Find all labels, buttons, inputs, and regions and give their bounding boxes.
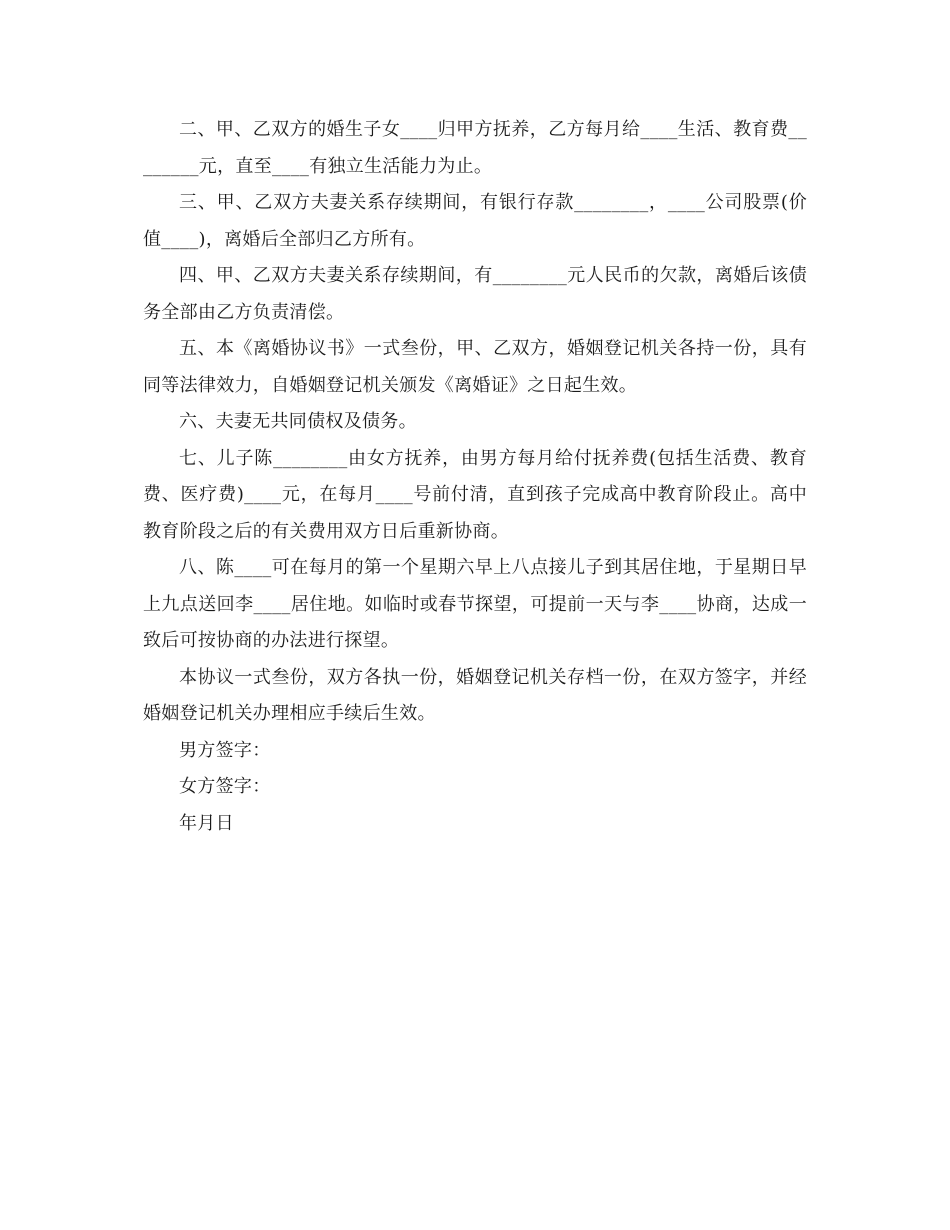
date-line: 年月日 — [179, 812, 234, 834]
clause-3: 三、甲、乙双方夫妻关系存续期间，有银行存款________，____公司股票(价值____)，离婚后全部归乙方所有。 — [143, 192, 807, 250]
female-signature-line: 女方签字： — [179, 776, 271, 797]
clause-7: 七、儿子陈________由女方抚养，由男方每月给付抚养费(包括生活费、教育费、医疗费)____元，在每月____号前付清，直到孩子完成高中教育阶段止。高中教育阶段之后的有关费用双方日后重新协商。 — [143, 447, 807, 542]
document-body — [143, 112, 807, 842]
clause-6: 六、夫妻无共同债权及债务。 — [179, 411, 417, 432]
male-signature-line: 男方签字： — [179, 739, 271, 761]
clause-8: 八、陈____可在每月的第一个星期六早上八点接儿子到其居住地，于星期日早上九点送回李____居住地。如临时或春节探望，可提前一天与李____协商，达成一致后可按协商的办法进行探望。 — [143, 557, 807, 651]
clause-5: 五、本《离婚协议书》一式叁份，甲、乙双方，婚姻登记机关各持一份，具有同等法律效力，自婚姻登记机关颁发《离婚证》之日起生效。 — [143, 338, 807, 396]
closing-clause: 本协议一式叁份，双方各执一份，婚姻登记机关存档一份，在双方签字，并经婚姻登记机关办理相应手续后生效。 — [143, 666, 807, 724]
clause-4: 四、甲、乙双方夫妻关系存续期间，有________元人民币的欠款，离婚后该债务全部由乙方负责清偿。 — [143, 265, 807, 323]
clause-2: 二、甲、乙双方的婚生子女____归甲方抚养，乙方每月给____生活、教育费________元，直至____有独立生活能力为止。 — [143, 119, 807, 177]
